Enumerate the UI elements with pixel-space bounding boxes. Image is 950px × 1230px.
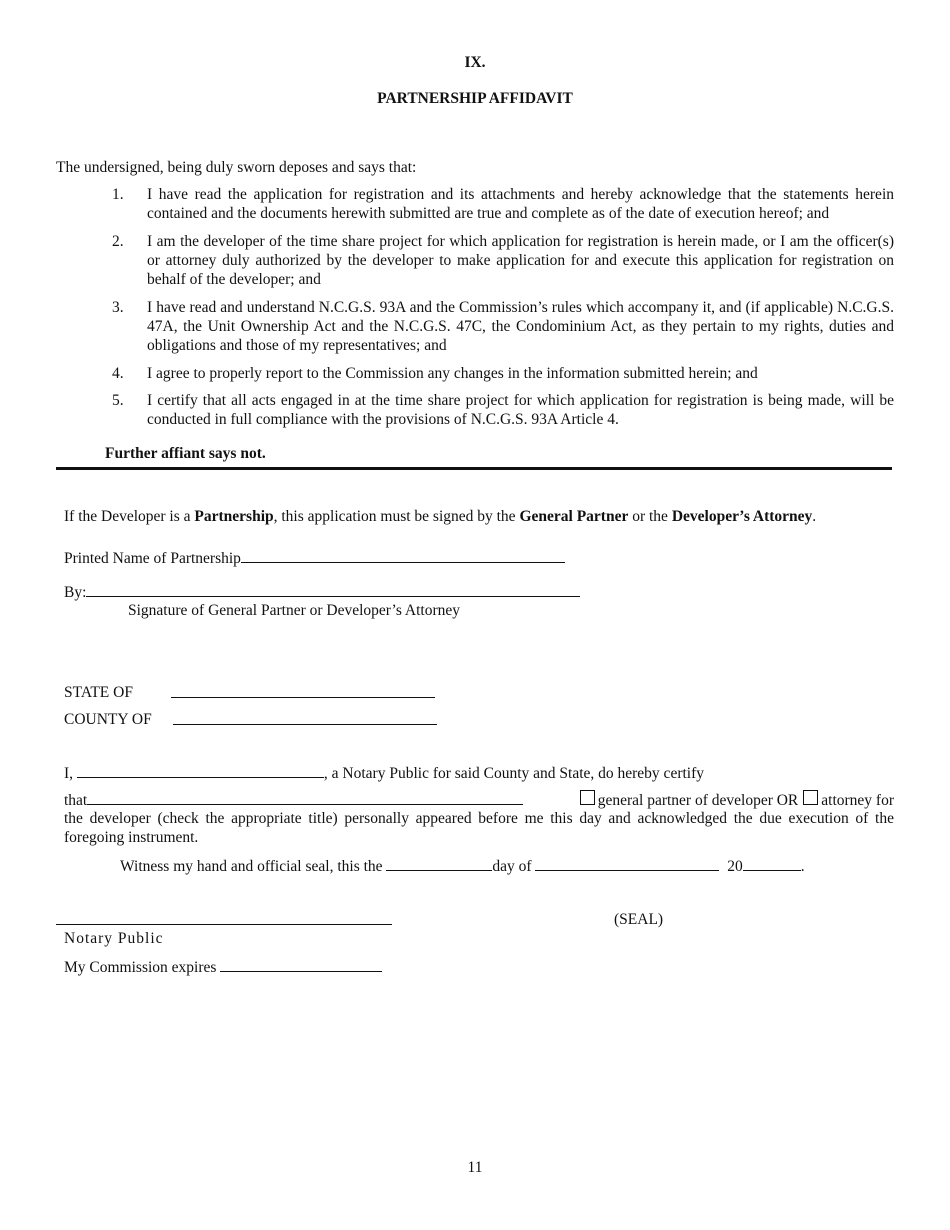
list-item-text: I have read the application for registration and its attachments and hereby acknowledge that the statements herein contained and the documents herewith submitted are true and complete as of the date of execution hereof; and	[147, 186, 894, 222]
year-suffix: .	[800, 858, 805, 875]
state-label: STATE OF	[64, 684, 133, 701]
witness-year-field[interactable]	[743, 856, 801, 871]
list-item-text: I agree to properly report to the Commission any changes in the information submitted herein; and	[147, 365, 758, 382]
list-item-text: I certify that all acts engaged in at the time share project for which application for registration is being made, will be conducted in full compliance with the provisions of N.C.G.S. 93A Article 4.	[147, 392, 894, 428]
witness-day-field[interactable]	[386, 856, 492, 871]
affidavit-intro: The undersigned, being duly sworn deposes and says that:	[56, 159, 417, 176]
instruction-text: , this application must be signed by the	[273, 508, 520, 525]
year-prefix: 20	[727, 858, 743, 875]
seal-label: (SEAL)	[614, 911, 664, 928]
list-item-text: I am the developer of the time share project for which application for registration is herein made, or I am the officer(s) or attorney duly authorized by the developer to make application for and execute this application for registration on behalf of the developer; and	[147, 233, 894, 288]
page-number: 11	[467, 1159, 483, 1176]
that-label: that	[64, 792, 88, 809]
signature-caption: Signature of General Partner or Developer’s Attorney	[128, 602, 460, 619]
notary-certify-row	[64, 763, 704, 783]
attorney-checkbox[interactable]	[803, 790, 818, 805]
list-item-number: 1.	[112, 186, 124, 203]
instruction-text: If the Developer is a	[64, 508, 195, 525]
printed-name-label: Printed Name of Partnership	[64, 550, 241, 567]
by-label: By:	[64, 584, 87, 601]
instruction-text: or the	[628, 508, 672, 525]
state-field[interactable]	[171, 697, 435, 698]
signature-field[interactable]	[86, 582, 580, 597]
list-item-number: 4.	[112, 365, 124, 382]
instruction-developers-attorney: Developer’s Attorney	[671, 508, 813, 525]
notary-continuation: the developer (check the appropriate title) personally appeared before me this day and acknowledged the due execution of the foregoing instrument.	[64, 810, 894, 846]
list-item-text: I have read and understand N.C.G.S. 93A and the Commission’s rules which accompany it, and (if applicable) N.C.G.S. 47A, the Unit Ownership Act and the N.C.G.S. 47C, the Condominium Act, as they pertain to my rights, duties and obligations and those of my representatives; and	[147, 299, 894, 354]
instruction-partnership: Partnership	[194, 508, 274, 525]
notary-signature-field[interactable]	[56, 924, 392, 925]
list-item-number: 3.	[112, 299, 124, 316]
section-divider	[56, 467, 892, 470]
list-item-number: 2.	[112, 233, 124, 250]
general-partner-option: general partner of developer OR	[597, 792, 799, 809]
witness-row	[120, 856, 805, 876]
commission-row	[64, 957, 382, 977]
day-of-label: day of	[492, 858, 532, 875]
commission-expires-field[interactable]	[220, 957, 382, 972]
notary-certify-text: , a Notary Public for said County and State, do hereby certify	[323, 765, 705, 782]
witness-prefix: Witness my hand and official seal, this the	[120, 858, 383, 875]
attorney-option: attorney for	[821, 792, 894, 809]
section-number: IX.	[464, 54, 486, 71]
printed-name-row	[64, 548, 565, 568]
notary-i-label: I,	[64, 765, 74, 782]
notary-public-label: Notary Public	[64, 930, 164, 947]
appearer-name-field[interactable]	[87, 790, 523, 805]
by-row	[64, 582, 580, 602]
instruction-general-partner: General Partner	[519, 508, 629, 525]
general-partner-checkbox[interactable]	[580, 790, 595, 805]
page-title: PARTNERSHIP AFFIDAVIT	[377, 90, 573, 107]
that-row	[64, 790, 894, 810]
printed-name-field[interactable]	[241, 548, 565, 563]
signing-instruction	[64, 507, 894, 526]
affidavit-closing: Further affiant says not.	[105, 445, 266, 462]
commission-label: My Commission expires	[64, 959, 217, 976]
list-item-number: 5.	[112, 392, 124, 409]
county-field[interactable]	[173, 724, 437, 725]
notary-name-field[interactable]	[77, 763, 324, 778]
instruction-text: .	[812, 508, 817, 525]
witness-month-field[interactable]	[535, 856, 719, 871]
county-label: COUNTY OF	[64, 711, 152, 728]
